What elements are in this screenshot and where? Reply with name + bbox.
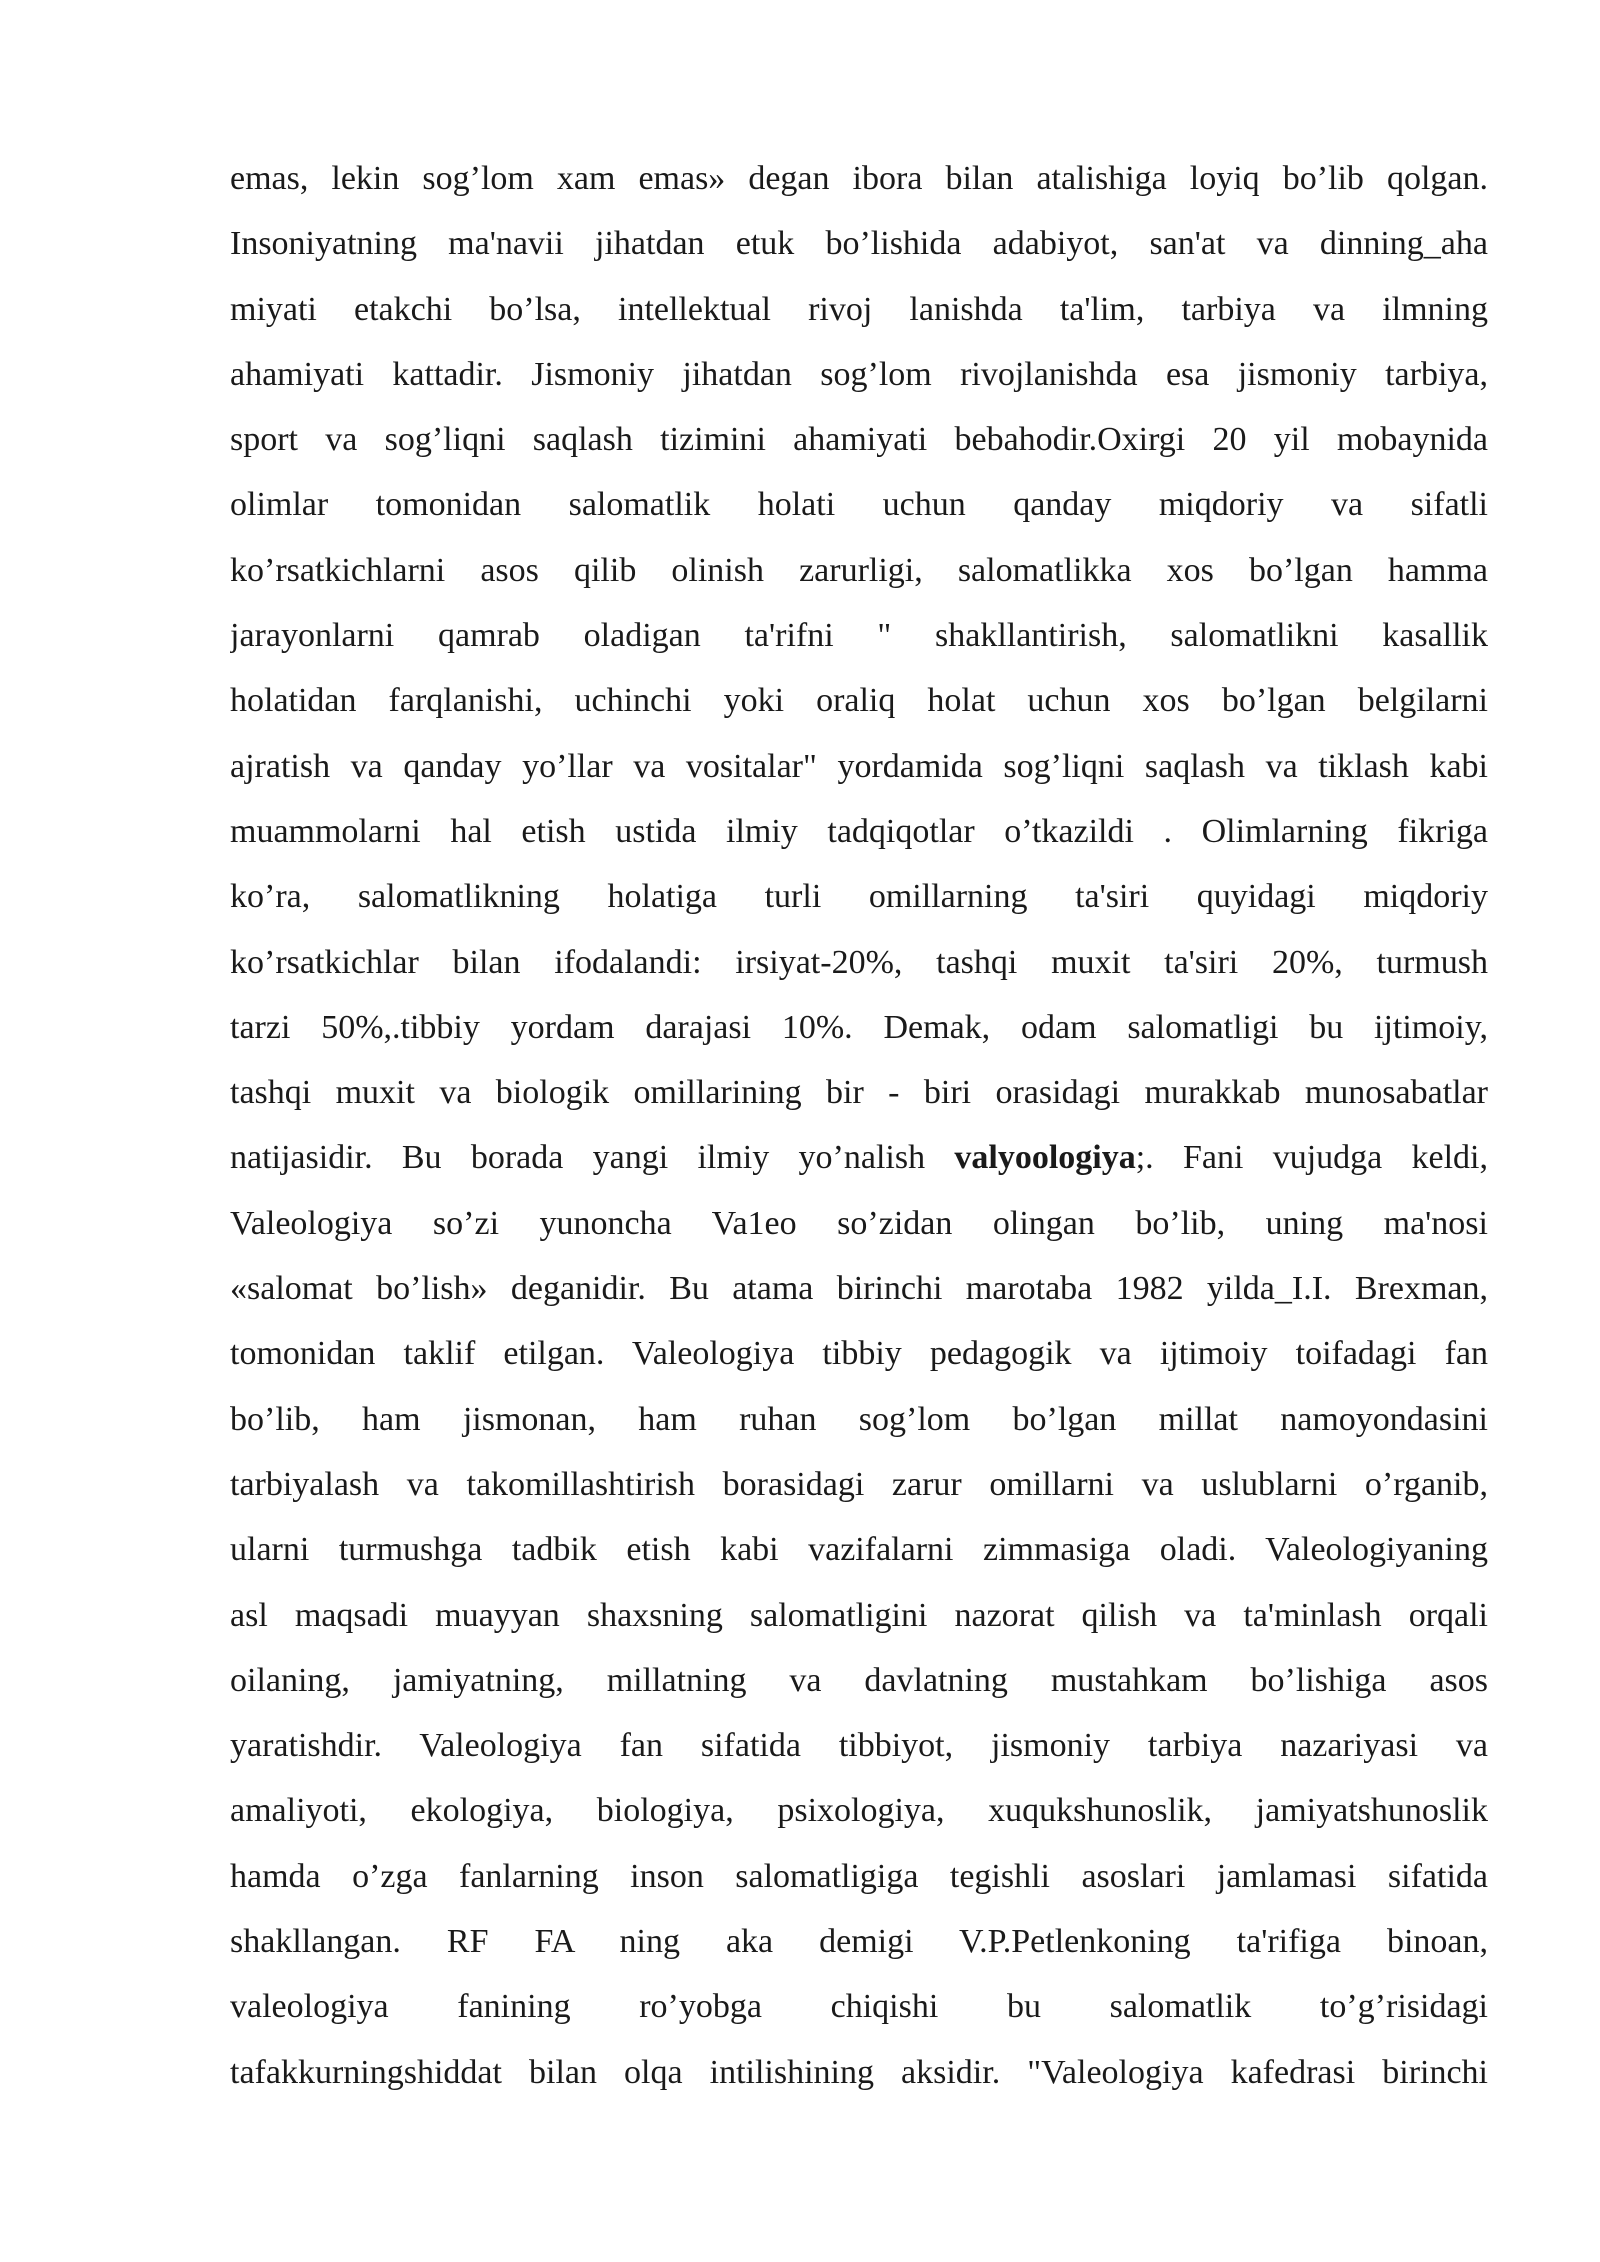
- text-line: asl maqsadi muayyan shaxsning salomatligini nazorat qilish va ta'minlash orqali: [230, 1596, 1488, 1634]
- text-line: tarbiyalash va takomillashtirish borasidagi zarur omillarni va uslublarni o’rganib,: [230, 1465, 1488, 1503]
- text-line: tomonidan taklif etilgan. Valeologiya tibbiy pedagogik va ijtimoiy toifadagi fan: [230, 1335, 1488, 1373]
- text-line: ko’rsatkichlar bilan ifodalandi: irsiyat-20%, tashqi muxit ta'siri 20%, turmush: [230, 943, 1488, 981]
- bold-term: valyoologiya: [954, 1139, 1136, 1177]
- text-line: Valeologiya so’zi yunoncha Va1eo so’zidan olingan bo’lib, uning ma'nosi: [230, 1204, 1488, 1242]
- body-text: [230, 146, 1488, 2105]
- text-line: shakllangan. RF FA ning aka demigi V.P.Petlenkoning ta'rifiga binoan,: [230, 1923, 1488, 1961]
- text-line: olimlar tomonidan salomatlik holati uchun qanday miqdoriy va sifatli: [230, 486, 1488, 524]
- text-segment: natijasidir. Bu borada yangi ilmiy yo’nalish: [230, 1139, 955, 1177]
- text-line: «salomat bo’lish» deganidir. Bu atama birinchi marotaba 1982 yilda_I.I. Brexman,: [230, 1270, 1488, 1308]
- text-line: hamda o’zga fanlarning inson salomatligiga tegishli asoslari jamlamasi sifatida: [230, 1857, 1488, 1895]
- text-line: bo’lib, ham jismonan, ham ruhan sog’lom bo’lgan millat namoyondasini: [230, 1400, 1488, 1438]
- text-line: ko’ra, salomatlikning holatiga turli omillarning ta'siri quyidagi miqdoriy: [230, 878, 1488, 916]
- text-line: ularni turmushga tadbik etish kabi vazifalarni zimmasiga oladi. Valeologiyaning: [230, 1531, 1488, 1569]
- text-line: tarzi 50%,.tibbiy yordam darajasi 10%. Demak, odam salomatligi bu ijtimoiy,: [230, 1008, 1488, 1046]
- text-line: tashqi muxit va biologik omillarining bir - biri orasidagi murakkab munosabatlar: [230, 1074, 1488, 1112]
- text-line: jarayonlarni qamrab oladigan ta'rifni " shakllantirish, salomatlikni kasallik: [230, 617, 1488, 655]
- text-line: muammolarni hal etish ustida ilmiy tadqiqotlar o’tkazildi . Olimlarning fikriga: [230, 812, 1488, 850]
- text-segment: ;. Fani vujudga keldi,: [1135, 1139, 1488, 1177]
- text-line: holatidan farqlanishi, uchinchi yoki oraliq holat uchun xos bo’lgan belgilarni: [230, 682, 1488, 720]
- text-line: sport va sog’liqni saqlash tizimini ahamiyati bebahodir.Oxirgi 20 yil mobaynida: [230, 421, 1488, 459]
- text-line: ko’rsatkichlarni asos qilib olinish zarurligi, salomatlikka xos bo’lgan hamma: [230, 551, 1488, 589]
- text-line: ahamiyati kattadir. Jismoniy jihatdan sog’lom rivojlanishda esa jismoniy tarbiya,: [230, 355, 1488, 393]
- text-line: emas, lekin sog’lom xam emas» degan ibora bilan atalishiga loyiq bo’lib qolgan.: [230, 160, 1488, 197]
- text-line: yaratishdir. Valeologiya fan sifatida tibbiyot, jismoniy tarbiya nazariyasi va: [230, 1727, 1488, 1765]
- text-line: oilaning, jamiyatning, millatning va davlatning mustahkam bo’lishiga asos: [230, 1661, 1488, 1699]
- text-line: amaliyoti, ekologiya, biologiya, psixologiya, xuqukshunoslik, jamiyatshunoslik: [230, 1792, 1488, 1830]
- text-line: tafakkurningshiddat bilan olqa intilishining aksidir. "Valeologiya kafedrasi birinchi: [230, 2053, 1488, 2091]
- text-line: Insoniyatning ma'navii jihatdan etuk bo’lishida adabiyot, san'at va dinning_aha: [230, 225, 1488, 263]
- text-line-with-term: [230, 1125, 1488, 1190]
- text-line: miyati etakchi bo’lsa, intellektual rivoj lanishda ta'lim, tarbiya va ilmning: [230, 290, 1488, 328]
- text-line: valeologiya fanining ro’yobga chiqishi bu salomatlik to’g’risidagi: [230, 1988, 1488, 2026]
- text-line: ajratish va qanday yo’llar va vositalar" yordamida sog’liqni saqlash va tiklash kabi: [230, 747, 1488, 785]
